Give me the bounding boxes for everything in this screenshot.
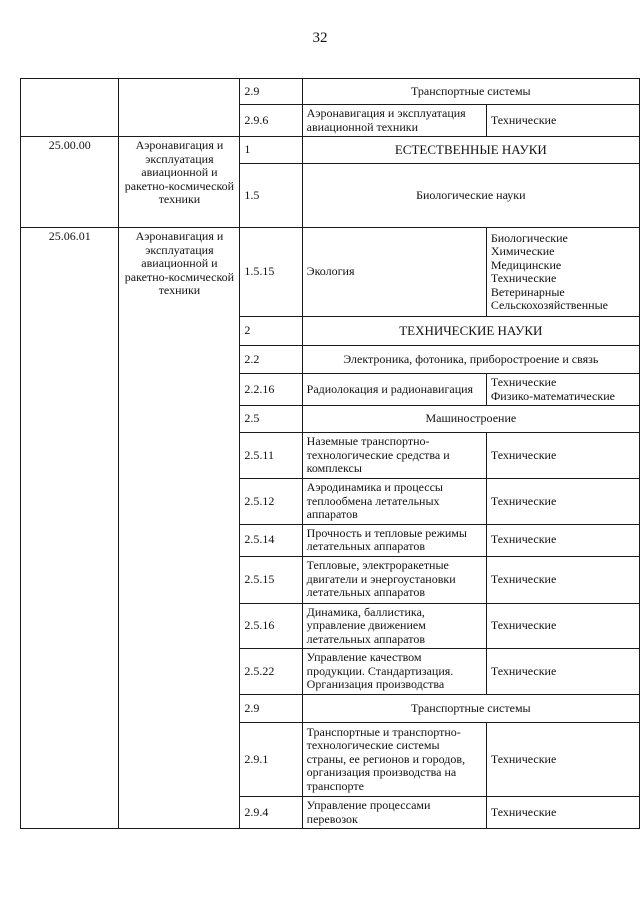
scientific-specialty: Тепловые, электроракетные двигатели и энергоустановки летательных аппаратов [302, 556, 486, 603]
scientific-specialty: Аэронавигация и эксплуатация авиационной техники [302, 105, 486, 137]
section-number: 2.5.14 [240, 524, 302, 556]
science-branches [486, 603, 639, 649]
page-number: 32 [312, 30, 328, 46]
science-branch: Сельскохозяйственные [490, 298, 608, 312]
science-branches [486, 797, 639, 829]
science-branch: Биологические [490, 230, 568, 245]
section-number: 2.2.16 [240, 374, 302, 406]
scientific-specialty: Экология [302, 228, 486, 317]
science-branch: Ветеринарные [490, 284, 565, 299]
section-title: Электроника, фотоника, приборостроение и связь [302, 346, 639, 374]
science-branches [486, 556, 639, 603]
section-number: 1 [240, 137, 302, 164]
section-number: 2.5.12 [240, 479, 302, 525]
section-title: ТЕХНИЧЕСКИЕ НАУКИ [302, 317, 639, 346]
table-row [21, 228, 640, 317]
science-branch: Технические [490, 112, 557, 127]
science-branches [486, 479, 639, 525]
section-number: 2.5.22 [240, 649, 302, 695]
science-branch: Технические [490, 532, 557, 547]
section-number: 2.5.15 [240, 556, 302, 603]
science-branches [486, 649, 639, 695]
section-title: Транспортные системы [302, 79, 639, 105]
section-title: Биологические науки [302, 164, 639, 228]
science-branch: Технические [490, 375, 557, 389]
section-title: Транспортные системы [302, 695, 639, 723]
table-row [21, 79, 640, 105]
science-branch: Технические [490, 618, 557, 632]
science-branch: Технические [490, 493, 557, 508]
science-branches [486, 374, 639, 406]
specialty-code: 25.00.00 [21, 137, 119, 228]
section-number: 2.9.4 [240, 797, 302, 829]
scientific-specialty: Радиолокация и радионавигация [302, 374, 486, 406]
section-title: Машиностроение [302, 406, 639, 433]
science-branches [486, 723, 639, 797]
section-number: 2.5.11 [240, 433, 302, 479]
scientific-specialty: Прочность и тепловые режимы летательных аппаратов [302, 524, 486, 556]
science-branch: Технические [490, 804, 557, 819]
section-number: 2.5.16 [240, 603, 302, 649]
section-number: 1.5 [240, 164, 302, 228]
section-number: 2.9 [240, 695, 302, 723]
specialties-table [20, 78, 640, 829]
scientific-specialty: Динамика, баллистика, управление движением летательных аппаратов [302, 603, 486, 649]
section-number: 2.9.1 [240, 723, 302, 797]
specialty-name: Аэронавигация и эксплуатация авиационной и ракетно-космической техники [119, 228, 240, 829]
section-number: 2.9.6 [240, 105, 302, 137]
science-branch: Медицинские [490, 257, 562, 272]
science-branch: Химические [490, 244, 555, 258]
specialty-code: 25.06.01 [21, 228, 119, 829]
science-branch: Технические [490, 751, 557, 766]
science-branches [486, 433, 639, 479]
science-branch: Технические [490, 271, 557, 285]
science-branch: Технические [490, 571, 557, 586]
section-number: 2.9 [240, 79, 302, 105]
scientific-specialty: Транспортные и транспортно-технологические системы страны, ее регионов и городов, организация производства на транспорте [302, 723, 486, 797]
section-number: 1.5.15 [240, 228, 302, 317]
science-branch: Технические [490, 447, 557, 462]
section-title: ЕСТЕСТВЕННЫЕ НАУКИ [302, 137, 639, 164]
science-branches [486, 524, 639, 556]
table-row [21, 137, 640, 164]
section-number: 2 [240, 317, 302, 346]
science-branches [486, 105, 639, 137]
section-number: 2.5 [240, 406, 302, 433]
scientific-specialty: Наземные транспортно-технологические средства и комплексы [302, 433, 486, 479]
scientific-specialty: Аэродинамика и процессы теплообмена летательных аппаратов [302, 479, 486, 525]
scientific-specialty: Управление процессами перевозок [302, 797, 486, 829]
science-branches [486, 228, 639, 317]
science-branch: Технические [490, 663, 557, 678]
section-number: 2.2 [240, 346, 302, 374]
specialty-code [21, 79, 119, 137]
scientific-specialty: Управление качеством продукции. Стандартизация. Организация производства [302, 649, 486, 695]
science-branch: Физико-математические [490, 388, 615, 403]
specialty-name [119, 79, 240, 137]
specialty-name: Аэронавигация и эксплуатация авиационной и ракетно-космической техники [119, 137, 240, 228]
